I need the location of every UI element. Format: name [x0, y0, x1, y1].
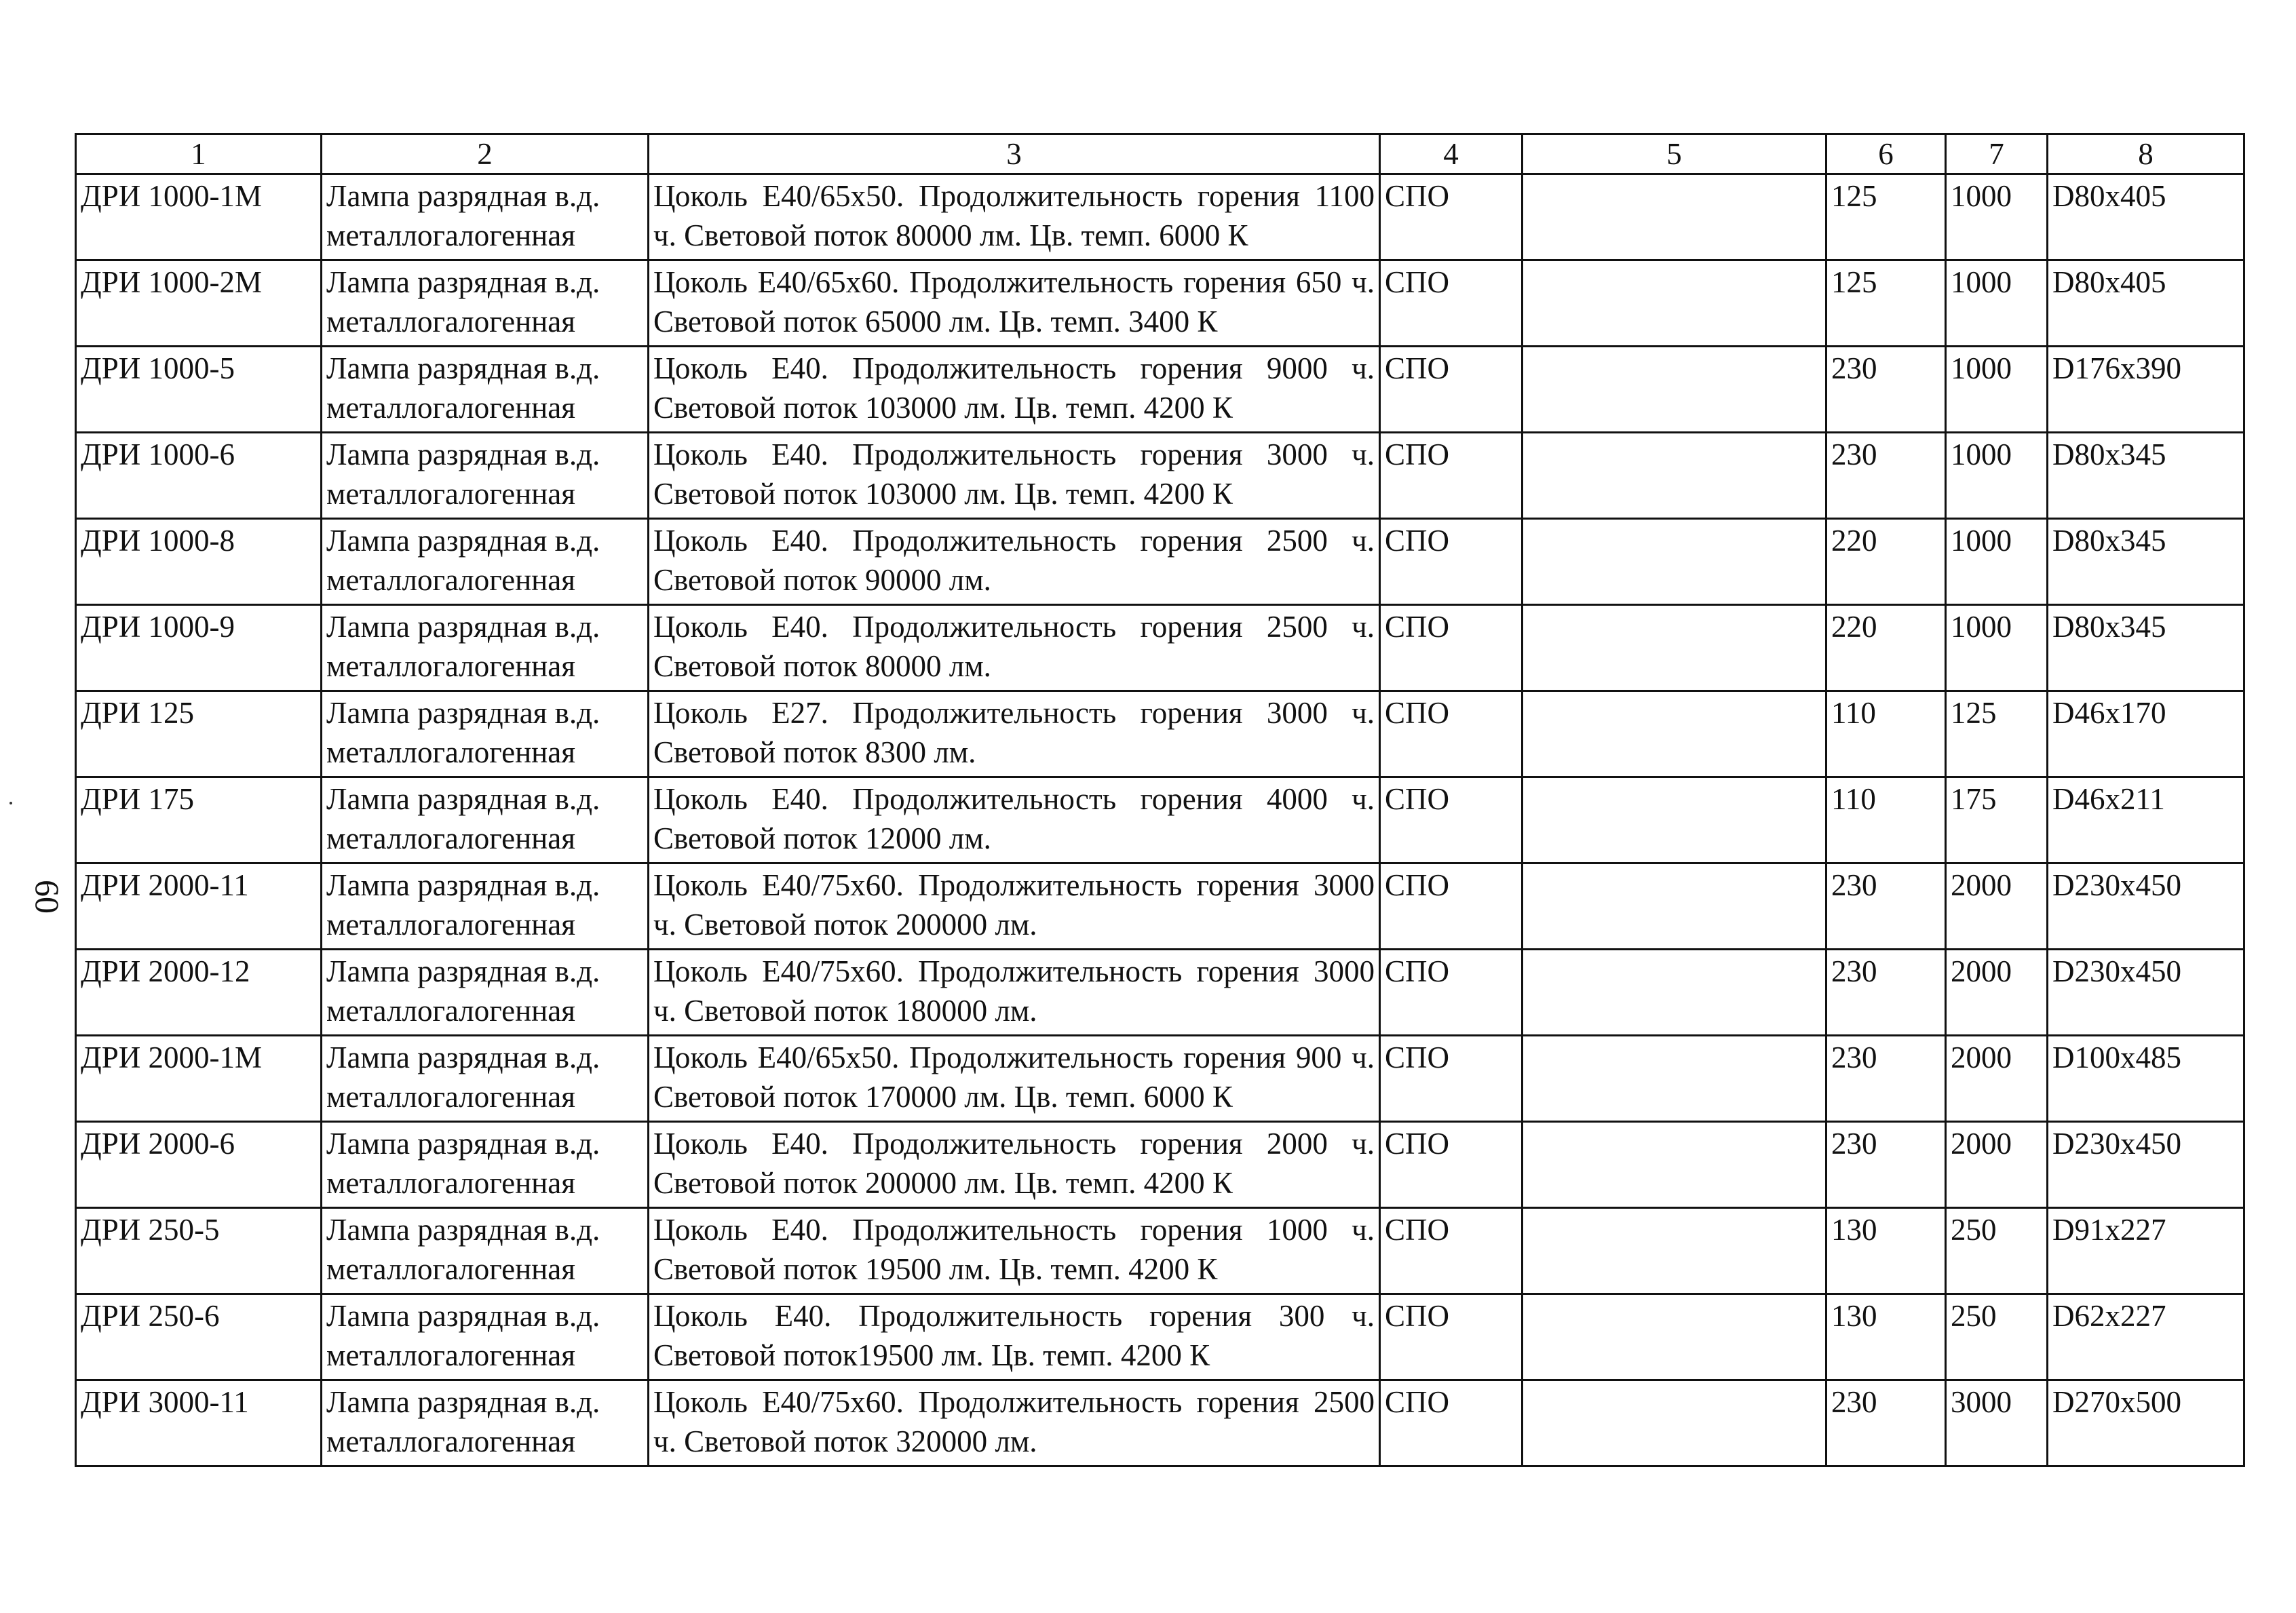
lamp-type-cell: Лампа разрядная в.д. металлогалогенная: [322, 519, 649, 605]
lamp-model-cell: ДРИ 1000-2М: [76, 260, 322, 347]
note-cell: [1523, 691, 1826, 777]
power-cell: 125: [1946, 691, 2048, 777]
table-row: [76, 863, 2244, 950]
note-cell: [1523, 174, 1826, 260]
table-row: [76, 605, 2244, 691]
table-row: [76, 1208, 2244, 1294]
description-cell: Цоколь Е40/65x50. Продолжительность горения 1100 ч. Световой поток 80000 лм. Цв. темп. 6000 К: [649, 174, 1380, 260]
note-cell: [1523, 863, 1826, 950]
power-cell: 250: [1946, 1294, 2048, 1380]
note-cell: [1523, 519, 1826, 605]
column-header: 6: [1826, 134, 1946, 174]
description-cell: Цоколь Е40/75x60. Продолжительность горения 2500 ч. Световой поток 320000 лм.: [649, 1380, 1380, 1466]
note-cell: [1523, 1122, 1826, 1208]
supplier-cell: СПО: [1380, 1380, 1523, 1466]
lamp-type-cell: Лампа разрядная в.д. металлогалогенная: [322, 1208, 649, 1294]
lamp-model-cell: ДРИ 1000-9: [76, 605, 322, 691]
note-cell: [1523, 605, 1826, 691]
supplier-cell: СПО: [1380, 605, 1523, 691]
voltage-cell: 220: [1826, 605, 1946, 691]
power-cell: 1000: [1946, 260, 2048, 347]
description-cell: Цоколь Е40/75x60. Продолжительность горения 3000 ч. Световой поток 200000 лм.: [649, 863, 1380, 950]
lamp-type-cell: Лампа разрядная в.д. металлогалогенная: [322, 605, 649, 691]
voltage-cell: 230: [1826, 433, 1946, 519]
power-cell: 2000: [1946, 950, 2048, 1036]
power-cell: 175: [1946, 777, 2048, 863]
lamp-type-cell: Лампа разрядная в.д. металлогалогенная: [322, 950, 649, 1036]
table-row: [76, 347, 2244, 433]
lamp-model-cell: ДРИ 3000-11: [76, 1380, 322, 1466]
power-cell: 3000: [1946, 1380, 2048, 1466]
lamp-type-cell: Лампа разрядная в.д. металлогалогенная: [322, 691, 649, 777]
lamp-model-cell: ДРИ 1000-5: [76, 347, 322, 433]
table-row: [76, 950, 2244, 1036]
power-cell: 2000: [1946, 1036, 2048, 1122]
note-cell: [1523, 347, 1826, 433]
dimensions-cell: D46x211: [2048, 777, 2244, 863]
note-cell: [1523, 777, 1826, 863]
voltage-cell: 130: [1826, 1294, 1946, 1380]
dimensions-cell: D80x405: [2048, 260, 2244, 347]
power-cell: 1000: [1946, 174, 2048, 260]
supplier-cell: СПО: [1380, 950, 1523, 1036]
power-cell: 2000: [1946, 863, 2048, 950]
column-header: 5: [1523, 134, 1826, 174]
note-cell: [1523, 433, 1826, 519]
dimensions-cell: D230x450: [2048, 1122, 2244, 1208]
table-row: [76, 260, 2244, 347]
lamp-type-cell: Лампа разрядная в.д. металлогалогенная: [322, 777, 649, 863]
note-cell: [1523, 260, 1826, 347]
table-row: [76, 1380, 2244, 1466]
lamp-type-cell: Лампа разрядная в.д. металлогалогенная: [322, 863, 649, 950]
note-cell: [1523, 1036, 1826, 1122]
voltage-cell: 230: [1826, 1122, 1946, 1208]
power-cell: 1000: [1946, 519, 2048, 605]
supplier-cell: СПО: [1380, 1208, 1523, 1294]
table-row: [76, 1122, 2244, 1208]
table-row: [76, 691, 2244, 777]
supplier-cell: СПО: [1380, 691, 1523, 777]
lamp-type-cell: Лампа разрядная в.д. металлогалогенная: [322, 1036, 649, 1122]
lamp-type-cell: Лампа разрядная в.д. металлогалогенная: [322, 1294, 649, 1380]
lamp-type-cell: Лампа разрядная в.д. металлогалогенная: [322, 347, 649, 433]
lamp-model-cell: ДРИ 1000-8: [76, 519, 322, 605]
supplier-cell: СПО: [1380, 1036, 1523, 1122]
lamp-spec-table: [75, 133, 2245, 1467]
dimensions-cell: D80x345: [2048, 605, 2244, 691]
table-row: [76, 174, 2244, 260]
lamp-model-cell: ДРИ 2000-11: [76, 863, 322, 950]
lamp-type-cell: Лампа разрядная в.д. металлогалогенная: [322, 1122, 649, 1208]
table-row: [76, 777, 2244, 863]
lamp-type-cell: Лампа разрядная в.д. металлогалогенная: [322, 174, 649, 260]
dimensions-cell: D46x170: [2048, 691, 2244, 777]
description-cell: Цоколь Е40/75x60. Продолжительность горения 3000 ч. Световой поток 180000 лм.: [649, 950, 1380, 1036]
dimensions-cell: D230x450: [2048, 950, 2244, 1036]
lamp-model-cell: ДРИ 125: [76, 691, 322, 777]
page-number: 60: [28, 880, 66, 914]
voltage-cell: 230: [1826, 1036, 1946, 1122]
column-header: 4: [1380, 134, 1523, 174]
voltage-cell: 230: [1826, 1380, 1946, 1466]
lamp-model-cell: ДРИ 2000-12: [76, 950, 322, 1036]
dimensions-cell: D80x345: [2048, 433, 2244, 519]
lamp-model-cell: ДРИ 1000-1М: [76, 174, 322, 260]
description-cell: Цоколь Е40. Продолжительность горения 3000 ч. Световой поток 103000 лм. Цв. темп. 4200 К: [649, 433, 1380, 519]
voltage-cell: 130: [1826, 1208, 1946, 1294]
column-header: 3: [649, 134, 1380, 174]
column-number-row: [76, 134, 2244, 174]
description-cell: Цоколь Е40. Продолжительность горения 1000 ч. Световой поток 19500 лм. Цв. темп. 4200 К: [649, 1208, 1380, 1294]
note-cell: [1523, 950, 1826, 1036]
voltage-cell: 125: [1826, 260, 1946, 347]
description-cell: Цоколь Е40. Продолжительность горения 2500 ч. Световой поток 80000 лм.: [649, 605, 1380, 691]
table-row: [76, 519, 2244, 605]
description-cell: Цоколь Е40. Продолжительность горения 2000 ч. Световой поток 200000 лм. Цв. темп. 4200 К: [649, 1122, 1380, 1208]
voltage-cell: 220: [1826, 519, 1946, 605]
table-row: [76, 1036, 2244, 1122]
voltage-cell: 230: [1826, 950, 1946, 1036]
dimensions-cell: D270x500: [2048, 1380, 2244, 1466]
note-cell: [1523, 1380, 1826, 1466]
description-cell: Цоколь Е40. Продолжительность горения 4000 ч. Световой поток 12000 лм.: [649, 777, 1380, 863]
power-cell: 2000: [1946, 1122, 2048, 1208]
scan-speck: [9, 802, 12, 804]
power-cell: 250: [1946, 1208, 2048, 1294]
description-cell: Цоколь Е27. Продолжительность горения 3000 ч. Световой поток 8300 лм.: [649, 691, 1380, 777]
supplier-cell: СПО: [1380, 347, 1523, 433]
dimensions-cell: D230x450: [2048, 863, 2244, 950]
lamp-model-cell: ДРИ 175: [76, 777, 322, 863]
table-body: [76, 174, 2244, 1466]
lamp-model-cell: ДРИ 250-5: [76, 1208, 322, 1294]
description-cell: Цоколь Е40/65x50. Продолжительность горения 900 ч. Световой поток 170000 лм. Цв. темп. 6000 К: [649, 1036, 1380, 1122]
supplier-cell: СПО: [1380, 1122, 1523, 1208]
voltage-cell: 110: [1826, 691, 1946, 777]
supplier-cell: СПО: [1380, 777, 1523, 863]
supplier-cell: СПО: [1380, 519, 1523, 605]
note-cell: [1523, 1208, 1826, 1294]
note-cell: [1523, 1294, 1826, 1380]
lamp-model-cell: ДРИ 2000-6: [76, 1122, 322, 1208]
description-cell: Цоколь Е40/65x60. Продолжительность горения 650 ч. Световой поток 65000 лм. Цв. темп. 3400 К: [649, 260, 1380, 347]
dimensions-cell: D80x405: [2048, 174, 2244, 260]
description-cell: Цоколь Е40. Продолжительность горения 300 ч. Световой поток19500 лм. Цв. темп. 4200 К: [649, 1294, 1380, 1380]
table-row: [76, 433, 2244, 519]
supplier-cell: СПО: [1380, 433, 1523, 519]
dimensions-cell: D100x485: [2048, 1036, 2244, 1122]
lamp-type-cell: Лампа разрядная в.д. металлогалогенная: [322, 433, 649, 519]
table-row: [76, 1294, 2244, 1380]
column-header: 2: [322, 134, 649, 174]
lamp-model-cell: ДРИ 250-6: [76, 1294, 322, 1380]
supplier-cell: СПО: [1380, 863, 1523, 950]
lamp-type-cell: Лампа разрядная в.д. металлогалогенная: [322, 1380, 649, 1466]
description-cell: Цоколь Е40. Продолжительность горения 2500 ч. Световой поток 90000 лм.: [649, 519, 1380, 605]
dimensions-cell: D176x390: [2048, 347, 2244, 433]
column-header: 1: [76, 134, 322, 174]
lamp-model-cell: ДРИ 2000-1М: [76, 1036, 322, 1122]
supplier-cell: СПО: [1380, 1294, 1523, 1380]
voltage-cell: 230: [1826, 347, 1946, 433]
dimensions-cell: D62x227: [2048, 1294, 2244, 1380]
supplier-cell: СПО: [1380, 260, 1523, 347]
description-cell: Цоколь Е40. Продолжительность горения 9000 ч. Световой поток 103000 лм. Цв. темп. 4200 К: [649, 347, 1380, 433]
voltage-cell: 110: [1826, 777, 1946, 863]
voltage-cell: 125: [1826, 174, 1946, 260]
power-cell: 1000: [1946, 433, 2048, 519]
dimensions-cell: D91x227: [2048, 1208, 2244, 1294]
power-cell: 1000: [1946, 347, 2048, 433]
dimensions-cell: D80x345: [2048, 519, 2244, 605]
supplier-cell: СПО: [1380, 174, 1523, 260]
lamp-model-cell: ДРИ 1000-6: [76, 433, 322, 519]
column-header: 7: [1946, 134, 2048, 174]
power-cell: 1000: [1946, 605, 2048, 691]
column-header: 8: [2048, 134, 2244, 174]
lamp-type-cell: Лампа разрядная в.д. металлогалогенная: [322, 260, 649, 347]
voltage-cell: 230: [1826, 863, 1946, 950]
